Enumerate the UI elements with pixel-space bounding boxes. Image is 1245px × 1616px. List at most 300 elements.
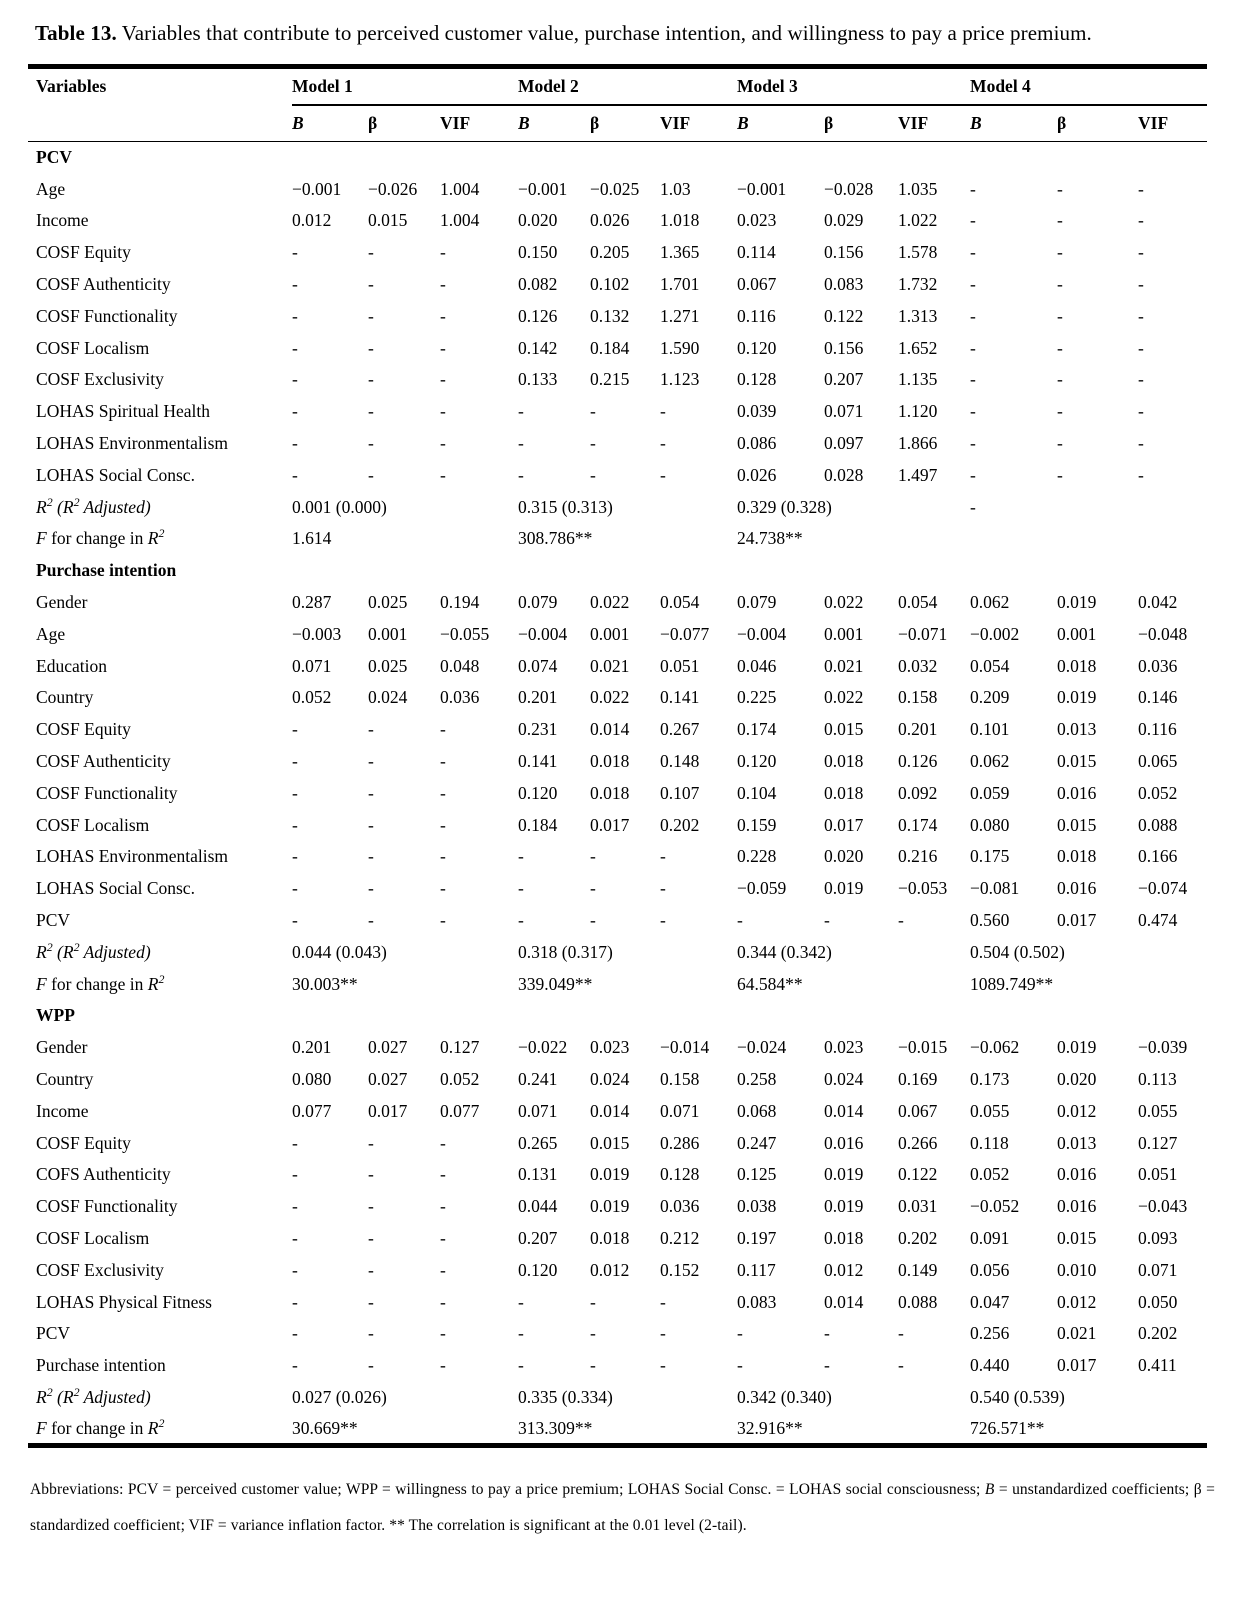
value-cell: 0.018 <box>1057 655 1097 676</box>
value-cell: - <box>292 1132 298 1153</box>
value-cell: - <box>368 1259 374 1280</box>
stat-label: $R^2$ ($R^2$ Adjusted) <box>36 939 151 962</box>
value-cell: 0.015 <box>368 210 408 231</box>
value-cell: 0.127 <box>1138 1132 1178 1153</box>
stat-value-cell: 726.571** <box>970 1417 1045 1438</box>
b-header-m2: B <box>518 105 590 142</box>
value-cell: 0.052 <box>1138 782 1178 803</box>
variable-label: LOHAS Social Consc. <box>36 878 195 899</box>
value-cell: 0.014 <box>824 1100 864 1121</box>
value-cell: 0.024 <box>590 1069 630 1089</box>
value-cell: - <box>440 910 446 931</box>
value-cell: −0.015 <box>898 1037 948 1058</box>
value-cell: 0.126 <box>518 305 558 326</box>
value-cell: 0.014 <box>824 1291 864 1312</box>
value-cell: - <box>368 910 374 931</box>
table-row <box>28 809 1207 841</box>
variable-label: COSF Authenticity <box>36 751 171 772</box>
value-cell: - <box>368 751 374 772</box>
value-cell: 0.184 <box>590 337 630 358</box>
value-cell: 0.020 <box>824 846 864 867</box>
value-cell: - <box>440 1132 446 1153</box>
variable-label: LOHAS Social Consc. <box>36 464 195 485</box>
value-cell: −0.074 <box>1138 878 1188 899</box>
value-cell: 1.035 <box>898 178 938 199</box>
value-cell: 0.067 <box>898 1100 938 1121</box>
beta-header-m2: β <box>590 105 660 142</box>
value-cell: - <box>440 1291 446 1312</box>
value-cell: - <box>440 878 446 899</box>
value-cell: −0.071 <box>898 623 948 644</box>
value-cell: 0.071 <box>292 655 332 676</box>
value-cell: 0.051 <box>660 655 700 676</box>
variable-label: PCV <box>36 910 71 931</box>
value-cell: 1.123 <box>660 369 700 390</box>
value-cell: 0.001 <box>1057 623 1097 644</box>
value-cell: 0.021 <box>824 655 864 676</box>
value-cell: 1.018 <box>660 210 700 231</box>
value-cell: 1.866 <box>898 433 938 454</box>
model-2-header: Model 2 <box>518 67 737 105</box>
value-cell: - <box>824 1323 830 1344</box>
value-cell: 0.047 <box>970 1291 1010 1312</box>
value-cell: 0.169 <box>898 1069 938 1089</box>
value-cell: - <box>440 846 446 867</box>
value-cell: −0.043 <box>1138 1196 1188 1217</box>
model-1-header: Model 1 <box>292 67 518 105</box>
value-cell: 1.022 <box>898 210 938 231</box>
value-cell: 0.127 <box>440 1037 480 1058</box>
value-cell: 0.156 <box>824 242 864 263</box>
value-cell: 0.019 <box>1057 687 1097 708</box>
value-cell: 0.026 <box>590 210 630 231</box>
variable-label: Country <box>36 1069 94 1089</box>
value-cell: 0.083 <box>824 274 864 295</box>
value-cell: 0.016 <box>1057 782 1097 803</box>
variable-label: Age <box>36 178 66 199</box>
value-cell: 0.014 <box>590 1100 630 1121</box>
value-cell: - <box>1057 305 1063 326</box>
value-cell: - <box>590 1355 596 1376</box>
value-cell: - <box>970 178 976 199</box>
table-row <box>28 205 1207 237</box>
value-cell: - <box>970 401 976 422</box>
value-cell: - <box>970 337 976 358</box>
value-cell: - <box>970 369 976 390</box>
value-cell: 0.042 <box>1138 592 1178 613</box>
value-cell: - <box>440 1355 446 1376</box>
model-3-header: Model 3 <box>737 67 970 105</box>
value-cell: 0.071 <box>824 401 864 422</box>
value-cell: 0.055 <box>1138 1100 1178 1121</box>
value-cell: −0.014 <box>660 1037 710 1058</box>
value-cell: 0.032 <box>898 655 938 676</box>
value-cell: 0.083 <box>737 1291 777 1312</box>
vif-header-m3: VIF <box>898 105 970 142</box>
value-cell: - <box>1057 210 1063 231</box>
value-cell: 0.117 <box>737 1259 776 1280</box>
value-cell: 0.088 <box>1138 814 1178 835</box>
variable-label: Income <box>36 210 89 231</box>
stat-label: F for change in $R^2$ <box>36 971 165 994</box>
value-cell: - <box>518 878 524 899</box>
variable-label: COSF Authenticity <box>36 274 171 295</box>
value-cell: - <box>970 274 976 295</box>
table-caption-text: Variables that contribute to perceived customer value, purchase intention, and willingness to pay a price premium. <box>116 21 1092 45</box>
value-cell: 0.012 <box>824 1259 864 1280</box>
value-cell: - <box>292 337 298 358</box>
value-cell: - <box>590 846 596 867</box>
value-cell: 0.039 <box>737 401 777 422</box>
value-cell: - <box>518 1355 524 1376</box>
table-row <box>28 1032 1207 1064</box>
value-cell: 0.017 <box>824 814 864 835</box>
value-cell: 0.440 <box>970 1355 1010 1376</box>
value-cell: 0.116 <box>737 305 776 326</box>
value-cell: −0.002 <box>970 623 1020 644</box>
table-row <box>28 1318 1207 1350</box>
r-squared-row <box>28 1382 1207 1414</box>
value-cell: - <box>292 1291 298 1312</box>
value-cell: 0.018 <box>824 1227 864 1248</box>
value-cell: - <box>518 910 524 931</box>
value-cell: - <box>590 464 596 485</box>
value-cell: 0.021 <box>1057 1323 1097 1344</box>
table-row <box>28 1223 1207 1255</box>
value-cell: - <box>660 1291 666 1312</box>
value-cell: 0.018 <box>590 1227 630 1248</box>
value-cell: - <box>970 210 976 231</box>
stat-value-cell: 339.049** <box>518 973 593 994</box>
value-cell: - <box>368 401 374 422</box>
value-cell: - <box>1138 242 1144 263</box>
value-cell: 0.062 <box>970 592 1010 613</box>
value-cell: 0.023 <box>737 210 777 231</box>
value-cell: - <box>898 1355 904 1376</box>
value-cell: 0.026 <box>737 464 777 485</box>
value-cell: 0.019 <box>824 878 864 899</box>
variable-label: Age <box>36 623 66 644</box>
value-cell: 0.077 <box>292 1100 332 1121</box>
value-cell: 0.173 <box>970 1069 1010 1089</box>
r-squared-row <box>28 936 1207 968</box>
value-cell: 0.102 <box>590 274 630 295</box>
section-header-row <box>28 142 1207 174</box>
value-cell: 0.265 <box>518 1132 558 1153</box>
value-cell: - <box>737 1323 743 1344</box>
value-cell: 0.015 <box>590 1132 630 1153</box>
value-cell: −0.003 <box>292 623 342 644</box>
value-cell: - <box>292 1164 298 1185</box>
value-cell: 0.018 <box>1057 846 1097 867</box>
stat-value-cell: 0.540 (0.539) <box>970 1386 1065 1407</box>
value-cell: - <box>970 433 976 454</box>
value-cell: 0.016 <box>1057 1196 1097 1217</box>
table-row <box>28 459 1207 491</box>
value-cell: −0.081 <box>970 878 1020 899</box>
value-cell: 0.017 <box>1057 1355 1097 1376</box>
beta-header-m3: β <box>824 105 898 142</box>
table-row <box>28 173 1207 205</box>
value-cell: - <box>660 910 666 931</box>
value-cell: 0.017 <box>368 1100 408 1121</box>
value-cell: - <box>292 274 298 295</box>
table-number: Table 13. <box>35 21 117 45</box>
value-cell: 0.158 <box>660 1069 700 1089</box>
value-cell: - <box>440 1164 446 1185</box>
value-cell: 0.012 <box>292 210 332 231</box>
value-cell: −0.026 <box>368 178 418 199</box>
value-cell: 0.054 <box>898 592 938 613</box>
table-row <box>28 682 1207 714</box>
value-cell: 0.019 <box>824 1164 864 1185</box>
value-cell: - <box>1138 305 1144 326</box>
value-cell: - <box>292 814 298 835</box>
value-cell: 0.024 <box>368 687 408 708</box>
value-cell: 0.023 <box>824 1037 864 1058</box>
variables-column-header: Variables <box>36 76 107 97</box>
value-cell: 0.126 <box>898 751 938 772</box>
value-cell: 0.015 <box>1057 1227 1097 1248</box>
value-cell: 0.012 <box>590 1259 630 1280</box>
value-cell: 0.018 <box>590 782 630 803</box>
value-cell: 0.019 <box>824 1196 864 1217</box>
value-cell: 0.093 <box>1138 1227 1178 1248</box>
stat-value-cell: 0.318 (0.317) <box>518 941 613 962</box>
value-cell: −0.053 <box>898 878 948 899</box>
value-cell: - <box>368 814 374 835</box>
value-cell: 0.258 <box>737 1069 777 1089</box>
b-header-m3: B <box>737 105 824 142</box>
stat-value-cell: 0.044 (0.043) <box>292 941 387 962</box>
table-row <box>28 618 1207 650</box>
value-cell: 1.03 <box>660 178 691 199</box>
regression-table <box>28 64 1207 1448</box>
table-body <box>28 142 1207 1446</box>
value-cell: 0.411 <box>1138 1355 1177 1376</box>
value-cell: −0.052 <box>970 1196 1020 1217</box>
value-cell: 0.231 <box>518 719 558 740</box>
value-cell: 0.062 <box>970 751 1010 772</box>
value-cell: 0.175 <box>970 846 1010 867</box>
value-cell: 0.146 <box>1138 687 1178 708</box>
table-row <box>28 841 1207 873</box>
stat-value-cell: 0.001 (0.000) <box>292 496 387 517</box>
value-cell: - <box>1138 464 1144 485</box>
value-cell: 0.197 <box>737 1227 777 1248</box>
value-cell: - <box>440 401 446 422</box>
value-cell: - <box>1138 433 1144 454</box>
value-cell: 0.031 <box>898 1196 938 1217</box>
value-cell: 0.194 <box>440 592 480 613</box>
value-cell: - <box>824 910 830 931</box>
value-cell: 0.019 <box>1057 1037 1097 1058</box>
table-row <box>28 1286 1207 1318</box>
value-cell: - <box>368 1164 374 1185</box>
variable-label: COSF Localism <box>36 1227 150 1248</box>
value-cell: 0.001 <box>824 623 864 644</box>
value-cell: 0.012 <box>1057 1100 1097 1121</box>
value-cell: 0.029 <box>824 210 864 231</box>
value-cell: 0.114 <box>737 242 776 263</box>
f-change-row <box>28 523 1207 555</box>
value-cell: −0.028 <box>824 178 874 199</box>
value-cell: 0.141 <box>518 751 558 772</box>
value-cell: - <box>1057 337 1063 358</box>
value-cell: - <box>1138 210 1144 231</box>
table-row <box>28 269 1207 301</box>
table-row <box>28 1127 1207 1159</box>
value-cell: 0.560 <box>970 910 1010 931</box>
value-cell: 0.054 <box>660 592 700 613</box>
value-cell: −0.077 <box>660 623 710 644</box>
value-cell: - <box>660 846 666 867</box>
value-cell: - <box>368 369 374 390</box>
value-cell: 0.184 <box>518 814 558 835</box>
value-cell: - <box>292 433 298 454</box>
value-cell: - <box>737 910 743 931</box>
variable-label: LOHAS Spiritual Health <box>36 401 211 422</box>
value-cell: −0.025 <box>590 178 640 199</box>
value-cell: - <box>518 401 524 422</box>
value-cell: 0.010 <box>1057 1259 1097 1280</box>
value-cell: 0.107 <box>660 782 700 803</box>
table-row <box>28 1254 1207 1286</box>
value-cell: - <box>518 464 524 485</box>
variable-label: LOHAS Environmentalism <box>36 433 228 454</box>
value-cell: 0.080 <box>970 814 1010 835</box>
value-cell: 0.068 <box>737 1100 777 1121</box>
value-cell: 0.174 <box>737 719 777 740</box>
table-row <box>28 364 1207 396</box>
stat-value-cell: 30.669** <box>292 1417 358 1438</box>
variable-label: COSF Functionality <box>36 305 178 326</box>
value-cell: - <box>970 242 976 263</box>
variable-label: COSF Equity <box>36 719 131 740</box>
value-cell: 0.122 <box>824 305 864 326</box>
value-cell: 0.474 <box>1138 910 1178 931</box>
table-row <box>28 714 1207 746</box>
stat-value-cell: 1.614 <box>292 528 332 549</box>
table-row <box>28 777 1207 809</box>
value-cell: - <box>440 751 446 772</box>
value-cell: 0.097 <box>824 433 864 454</box>
value-cell: 0.216 <box>898 846 938 867</box>
value-cell: - <box>368 305 374 326</box>
value-cell: 0.017 <box>590 814 630 835</box>
value-cell: 0.018 <box>824 782 864 803</box>
value-cell: 0.202 <box>1138 1323 1178 1344</box>
stat-label: $R^2$ ($R^2$ Adjusted) <box>36 494 151 517</box>
stat-label: $R^2$ ($R^2$ Adjusted) <box>36 1385 151 1407</box>
value-cell: 1.701 <box>660 274 700 295</box>
stat-label: F for change in $R^2$ <box>36 1415 165 1438</box>
value-cell: 0.052 <box>440 1069 480 1089</box>
value-cell: 0.120 <box>737 751 777 772</box>
value-cell: - <box>1057 433 1063 454</box>
value-cell: 0.077 <box>440 1100 480 1121</box>
value-cell: - <box>898 910 904 931</box>
value-cell: 0.016 <box>1057 1164 1097 1185</box>
value-cell: - <box>292 1259 298 1280</box>
value-cell: 0.212 <box>660 1227 700 1248</box>
value-cell: 1.120 <box>898 401 938 422</box>
value-cell: 0.015 <box>824 719 864 740</box>
value-cell: 0.122 <box>898 1164 938 1185</box>
value-cell: - <box>1138 178 1144 199</box>
value-cell: 0.082 <box>518 274 558 295</box>
variable-label: Purchase intention <box>36 1355 166 1376</box>
value-cell: 0.071 <box>660 1100 700 1121</box>
value-cell: 0.150 <box>518 242 558 263</box>
value-cell: 0.028 <box>824 464 864 485</box>
value-cell: 0.019 <box>590 1164 630 1185</box>
value-cell: −0.059 <box>737 878 787 899</box>
value-cell: - <box>1138 274 1144 295</box>
value-cell: - <box>1138 369 1144 390</box>
value-cell: 0.074 <box>518 655 558 676</box>
value-cell: 1.004 <box>440 178 480 199</box>
value-cell: - <box>440 274 446 295</box>
value-cell: - <box>590 1323 596 1344</box>
stat-value-cell: 308.786** <box>518 528 593 549</box>
value-cell: - <box>590 401 596 422</box>
value-cell: - <box>368 782 374 803</box>
value-cell: 0.020 <box>1057 1069 1097 1089</box>
model-header-row <box>28 67 1207 105</box>
value-cell: 0.201 <box>898 719 938 740</box>
value-cell: - <box>292 1355 298 1376</box>
value-cell: - <box>440 337 446 358</box>
value-cell: - <box>440 1227 446 1248</box>
value-cell: 0.141 <box>660 687 700 708</box>
variable-label: LOHAS Environmentalism <box>36 846 228 867</box>
value-cell: 0.016 <box>1057 878 1097 899</box>
value-cell: 0.001 <box>368 623 408 644</box>
variable-label: Country <box>36 687 94 708</box>
value-cell: −0.055 <box>440 623 490 644</box>
value-cell: 0.133 <box>518 369 558 390</box>
value-cell: - <box>292 846 298 867</box>
value-cell: −0.022 <box>518 1037 568 1058</box>
value-cell: 0.104 <box>737 782 777 803</box>
value-cell: 0.215 <box>590 369 630 390</box>
value-cell: - <box>660 1323 666 1344</box>
section-header-row <box>28 1000 1207 1032</box>
value-cell: 0.267 <box>660 719 700 740</box>
stat-value-cell <box>970 523 1207 555</box>
value-cell: 0.086 <box>737 433 777 454</box>
table-row <box>28 1191 1207 1223</box>
value-cell: 0.201 <box>518 687 558 708</box>
value-cell: 0.067 <box>737 274 777 295</box>
value-cell: - <box>292 878 298 899</box>
stat-value-cell: 30.003** <box>292 973 358 994</box>
value-cell: 0.174 <box>898 814 938 835</box>
table-row <box>28 237 1207 269</box>
value-cell: 0.256 <box>970 1323 1010 1344</box>
variable-label: Gender <box>36 1037 88 1058</box>
value-cell: - <box>292 1196 298 1217</box>
value-cell: - <box>368 1196 374 1217</box>
table-row <box>28 1159 1207 1191</box>
variable-label: COSF Exclusivity <box>36 1259 164 1280</box>
variable-label: Education <box>36 655 107 676</box>
value-cell: 0.025 <box>368 655 408 676</box>
value-cell: −0.001 <box>518 178 568 199</box>
value-cell: 0.055 <box>970 1100 1010 1121</box>
value-cell: - <box>368 242 374 263</box>
